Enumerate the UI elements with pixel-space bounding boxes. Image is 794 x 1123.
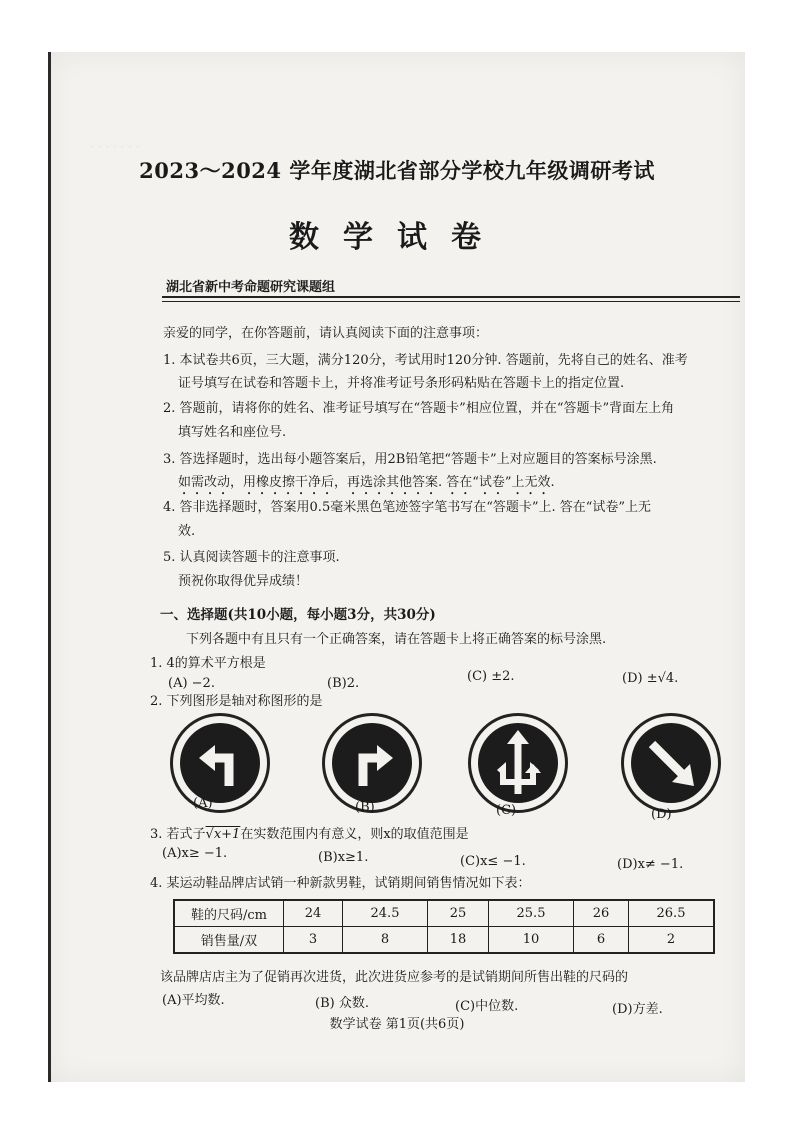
organization: 湖北省新中考命题研究课题组 [166, 280, 336, 295]
notice-line: 填写姓名和座位号. [178, 425, 287, 440]
table-cell: 24 [284, 900, 343, 927]
turn-right-arrow-icon [329, 720, 415, 806]
notice-line: 3. 答选择题时，选出每小题答案后，用2B铅笔把“答题卡”上对应题目的答案标号涂黑. [163, 452, 657, 467]
q3-stem-before: 3. 若式子 [150, 827, 206, 842]
shoe-sales-table [173, 899, 715, 954]
q3-option-a: (A)x≥ −1. [162, 846, 228, 861]
q4-option-c: (C)中位数. [455, 999, 519, 1014]
sqrt-expression: √x+1 [205, 827, 241, 842]
q1-option-c: (C) ±2. [467, 669, 515, 684]
down-right-arrow-icon [628, 720, 714, 806]
sign-d [621, 713, 721, 813]
q4-option-d: (D)方差. [612, 1002, 663, 1017]
table-row [174, 900, 714, 927]
header-rule-thin [162, 301, 740, 302]
sign-a [170, 713, 270, 813]
page-footer: 数学试卷 第1页(共6页) [329, 1017, 465, 1032]
table-header-cell: 销售量/双 [174, 927, 284, 954]
notice-line: 4. 答非选择题时，答案用0.5毫米黑色笔迹签字笔书写在“答题卡”上. 答在“试卷”上无 [163, 500, 652, 515]
table-cell: 8 [343, 927, 428, 954]
sign-d-label: (D) [651, 807, 672, 822]
notice-line: 证号填写在试卷和答题卡上，并将准考证号条形码粘贴在答题卡上的指定位置. [178, 376, 625, 391]
q4-option-a: (A)平均数. [162, 993, 225, 1008]
question-1-stem: 1. 4的算术平方根是 [150, 656, 266, 671]
straight-left-right-arrow-icon [475, 720, 561, 806]
sign-c [468, 713, 568, 813]
table-cell: 2 [629, 927, 715, 954]
table-cell: 3 [284, 927, 343, 954]
section-heading: 一、选择题(共10小题，每小题3分，共30分) [160, 607, 436, 623]
exam-subtitle: 数学试卷 [289, 220, 505, 255]
question-2-stem: 2. 下列图形是轴对称图形的是 [150, 694, 323, 709]
table-cell: 6 [574, 927, 629, 954]
q3-option-b: (B)x≥1. [318, 850, 369, 865]
q3-option-c: (C)x≤ −1. [460, 854, 526, 869]
table-cell: 10 [489, 927, 574, 954]
question-4-question: 该品牌店店主为了促销再次进货，此次进货应参考的是试销期间所售出鞋的尺码的 [160, 970, 629, 985]
q3-stem-after: 在实数范围内有意义，则x的取值范围是 [240, 827, 469, 842]
notice-line: 2. 答题前，请将你的姓名、准考证号填写在“答题卡”相应位置，并在“答题卡”背面左上角 [163, 401, 675, 416]
notice-line: 效. [178, 524, 196, 539]
notice-line: 预祝你取得优异成绩！ [178, 574, 309, 589]
sign-b [322, 713, 422, 813]
header-rule [162, 296, 740, 298]
bleed-through: · · · · · · · [90, 140, 140, 154]
notice-line: 如需改动，用橡皮擦干净后，再选涂其他答案. 答在“试卷”上无效. [178, 475, 555, 490]
table-cell: 25 [428, 900, 489, 927]
notice-line: 5. 认真阅读答题卡的注意事项. [163, 550, 340, 565]
notice-line: 1. 本试卷共6页，三大题，满分120分，考试用时120分钟. 答题前，先将自己的姓名、准考 [163, 353, 688, 368]
table-cell: 26 [574, 900, 629, 927]
turn-left-arrow-icon [177, 720, 263, 806]
table-cell: 25.5 [489, 900, 574, 927]
notice-intro: 亲爱的同学，在你答题前，请认真阅读下面的注意事项： [163, 326, 489, 341]
q1-option-d: (D) ±√4. [622, 671, 679, 686]
q3-option-d: (D)x≠ −1. [617, 857, 684, 872]
scan-edge [48, 52, 51, 1082]
sign-c-label: (C) [496, 803, 517, 818]
q4-option-b: (B) 众数. [315, 996, 369, 1011]
table-cell: 18 [428, 927, 489, 954]
table-header-cell: 鞋的尺码/cm [174, 900, 284, 927]
table-cell: 26.5 [629, 900, 715, 927]
table-row [174, 927, 714, 954]
sign-b-label: (B) [355, 800, 375, 815]
q1-option-a: (A) −2. [168, 676, 215, 691]
question-3-stem [150, 823, 469, 842]
section-instruction: 下列各题中有且只有一个正确答案，请在答题卡上将正确答案的标号涂黑. [186, 632, 607, 647]
table-cell: 24.5 [343, 900, 428, 927]
exam-title: 2023～2024 学年度湖北省部分学校九年级调研考试 [139, 158, 655, 183]
sign-a-label: (A) [193, 796, 213, 811]
question-4-stem: 4. 某运动鞋品牌店试销一种新款男鞋，试销期间销售情况如下表： [150, 876, 531, 891]
q1-option-b: (B)2. [327, 676, 360, 691]
